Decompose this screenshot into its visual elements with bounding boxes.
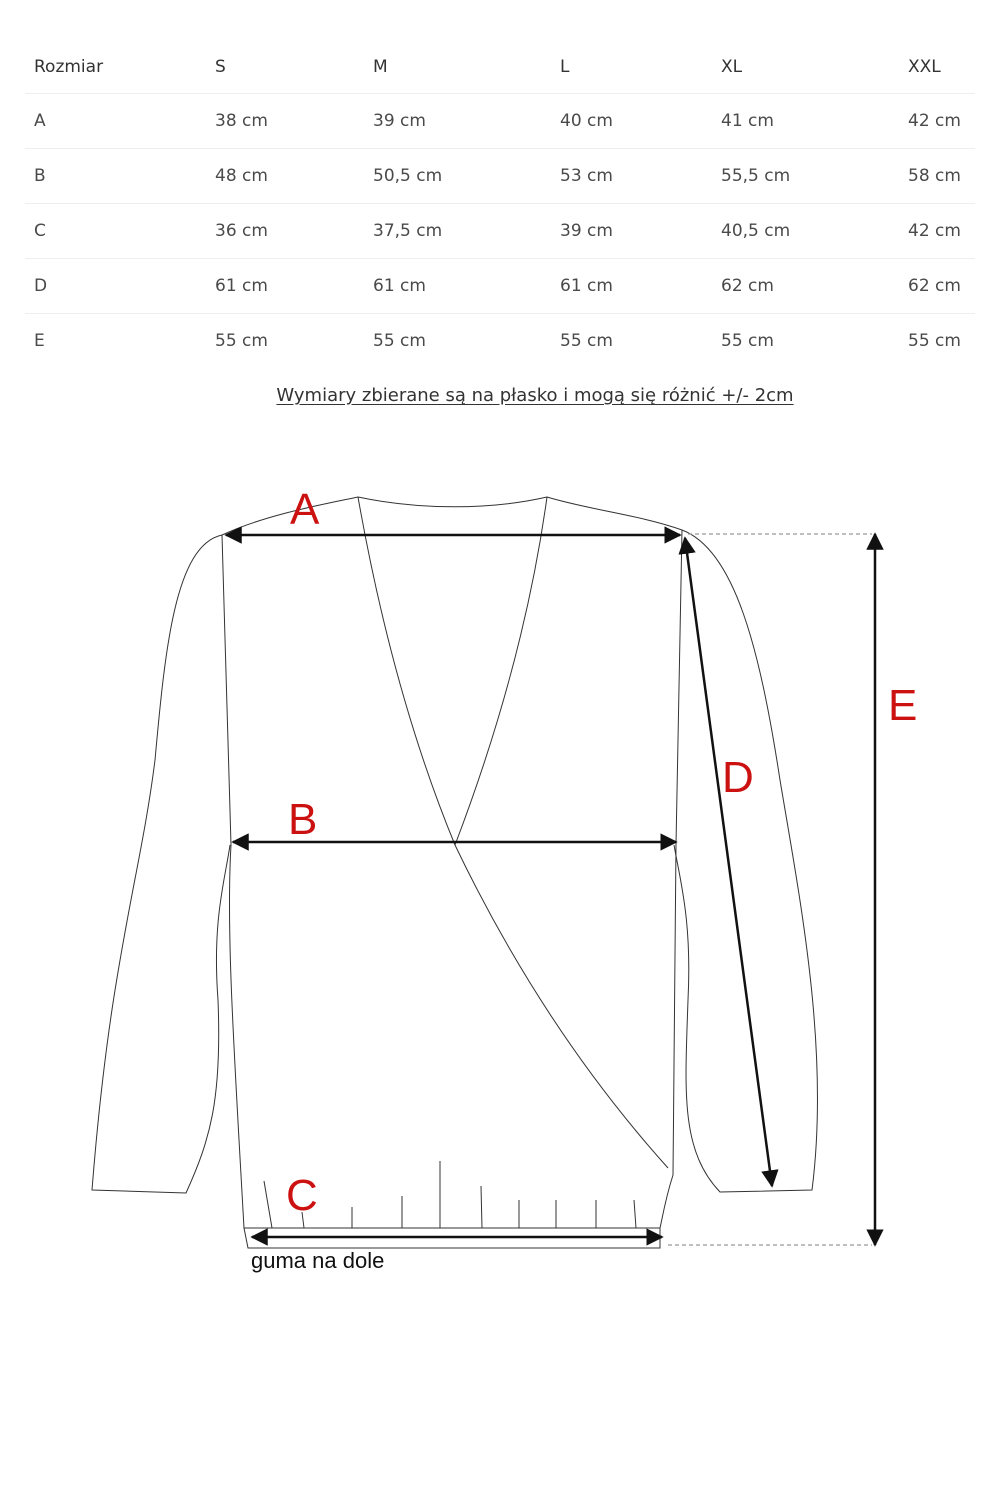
table-cell: 61 cm: [364, 259, 551, 314]
label-d: D: [722, 753, 754, 802]
label-b: B: [288, 795, 318, 844]
row-label: B: [25, 149, 206, 204]
wrap-neck-edge: [455, 497, 547, 845]
table-cell: 41 cm: [712, 94, 899, 149]
left-sleeve: [92, 535, 230, 1193]
table-cell: 62 cm: [712, 259, 899, 314]
hem-gathers: [264, 1161, 636, 1228]
table-cell: 39 cm: [364, 94, 551, 149]
label-a: A: [290, 485, 320, 534]
right-sleeve: [674, 530, 818, 1192]
row-label: C: [25, 204, 206, 259]
col-header-s: S: [206, 40, 364, 94]
col-header-xl: XL: [712, 40, 899, 94]
table-cell: 36 cm: [206, 204, 364, 259]
table-cell: 58 cm: [899, 149, 975, 204]
table-cell: 39 cm: [551, 204, 712, 259]
row-label: A: [25, 94, 206, 149]
measurement-note: Wymiary zbierane są na płasko i mogą się różnić +/- 2cm: [276, 385, 794, 406]
sweater-outline: [92, 497, 818, 1248]
table-cell: 40 cm: [551, 94, 712, 149]
label-e: E: [888, 681, 918, 730]
col-header-m: M: [364, 40, 551, 94]
table-cell: 61 cm: [551, 259, 712, 314]
table-cell: 38 cm: [206, 94, 364, 149]
table-cell: 50,5 cm: [364, 149, 551, 204]
body-left-side: [222, 535, 244, 1228]
col-header-l: L: [551, 40, 712, 94]
label-c: C: [286, 1171, 318, 1220]
table-cell: 42 cm: [899, 94, 975, 149]
body-right-side: [660, 530, 682, 1228]
caption-elastic-hem: guma na dole: [251, 1248, 385, 1273]
table-cell: 55,5 cm: [712, 149, 899, 204]
table-cell: 55 cm: [908, 331, 961, 351]
table-cell: 37,5 cm: [364, 204, 551, 259]
table-cell: 55 cm: [373, 331, 426, 351]
table-cell: 42 cm: [899, 204, 975, 259]
table-cell: 40,5 cm: [712, 204, 899, 259]
wrap-front-panel: [358, 497, 668, 1168]
col-header-size: Rozmiar: [25, 40, 206, 94]
table-cell: 55 cm: [215, 331, 268, 351]
col-header-xxl: XXL: [899, 40, 975, 94]
arrow-d: [685, 538, 772, 1186]
table-cell: 55 cm: [721, 331, 774, 351]
row-label: D: [25, 259, 206, 314]
table-cell: 61 cm: [206, 259, 364, 314]
table-cell: 62 cm: [899, 259, 975, 314]
table-cell: 48 cm: [206, 149, 364, 204]
table-cell: 55 cm: [560, 331, 613, 351]
table-cell: 53 cm: [551, 149, 712, 204]
row-label: E: [34, 331, 45, 351]
